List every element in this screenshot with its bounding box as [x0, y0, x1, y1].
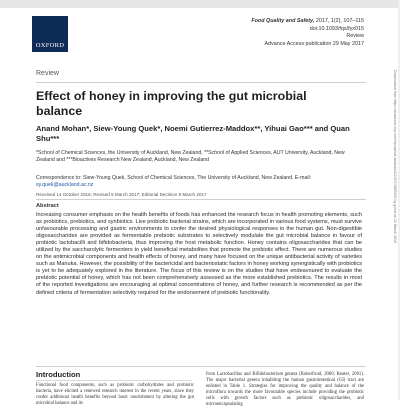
- journal-citation-line: [251, 18, 364, 26]
- correspondence: [36, 175, 358, 189]
- abstract-heading: Abstract: [36, 203, 59, 209]
- divider: [36, 82, 366, 83]
- top-bar: [0, 0, 400, 8]
- publisher-logo-text: OXFORD: [35, 42, 65, 49]
- author-list: Anand Mohan*, Siew-Young Quek*, Noemi Gutierrez-Maddox**, Yihuai Gao*** and Quan Shu***: [36, 124, 350, 143]
- intro-left-column: Functional food components, such as probiotic carbohydrates and probiotic bacteria, have elicited a renewed research interest in the recent years, since they confer additional health benefits beyond basic nourishment by altering the gut microbial balance and its: [36, 383, 194, 407]
- email-link[interactable]: sy.quek@auckland.ac.nz: [36, 182, 94, 188]
- correspondence-text: Correspondence to: Siew-Young Quek, School of Chemical Sciences, The University of Auckland, New Zealand. E-mail:: [36, 175, 312, 181]
- section-label: Review: [36, 70, 59, 77]
- article-type: Review: [346, 33, 364, 40]
- journal-info: [251, 18, 364, 48]
- journal-name: Food Quality and Safety,: [251, 18, 315, 24]
- divider: [36, 380, 192, 381]
- article-title: Effect of honey in improving the gut microbial balance: [36, 89, 307, 118]
- article-dates: Received 14 October 2016; Revised 5 March 2017; Editorial Decision 8 March 2017: [36, 192, 207, 197]
- publisher-logo[interactable]: [32, 16, 68, 52]
- advance-access: Advance Access publication 29 May 2017: [264, 40, 364, 47]
- affiliations: *School of Chemical Sciences, the University of Auckland, New Zealand, **School of Applied Sciences, AUT University, Auckland, New Zealand and ***Bioactives Research New Zealand, Auckland, New Zealand: [36, 150, 345, 163]
- journal-citation: 2017, 1(2), 107–115: [314, 18, 364, 24]
- divider: [36, 199, 366, 200]
- introduction-heading: Introduction: [36, 370, 81, 379]
- doi[interactable]: doi:10.1093/fqs/fyx015: [309, 25, 364, 32]
- intro-right-column: from Lactobacillus and Bifidobacterium genera (Roberfroid, 2000; Reuter, 2001). The major bacterial genera inhabiting the human gastrointestinal (GI) tract are enlisted in Table 1. Strategies for improving the quality and balance of the microflora towards the more favourable species include providing the probiotic cells with growth factors such as prebiotic oligosaccharides, and microencapsulating: [206, 372, 364, 408]
- divider: [36, 366, 366, 367]
- abstract-body: Increasing consumer emphasis on the health benefits of foods has enhanced the research focus in health promoting elements, such as probiotics, prebiotics, and synbiotics. Live probiotic bacterial strains, which are incorporated in various food systems, must survive unfavourable processing and gastric environments to confer the desired physiological responses in the human gut. Non-digestible oligosaccharides are provided as fermentable prebiotic substrates to selectively modulate the gut microbial balance in favour of probiotic lactobacilli and bifidobacteria, thus improving the host metabolic function. Honey contains oligosaccharides that can be utilized by the saccharolytic fermenters to yield beneficial metabolites that promote the prebiotic effect. There are numerous studies on the antimicrobial components and health effects of honey, and many have focused on the unique antibacterial activity of varieties such as Manuka. However, the possibility of the bactericidal and bacteriostatic factors in honey working synergistically with probiotics is yet to be adequately explored in the literature. The focus of this review is on the studies that have endeavoured to evaluate the prebiotic potential of honey, which has not been comprehensively assessed as the more established prebiotics. The results in most of the reported investigations are encouraging at optimal concentrations of honey, and further research is recommended as per the defined criteria of fermentation selectivity required for the endorsement of prebiotic functionality.: [36, 212, 362, 296]
- download-notice: Downloaded from https://academic.oup.com/fqs/article-abstract/1/2/107/3855302 by guest on 22 March 2019: [393, 70, 397, 244]
